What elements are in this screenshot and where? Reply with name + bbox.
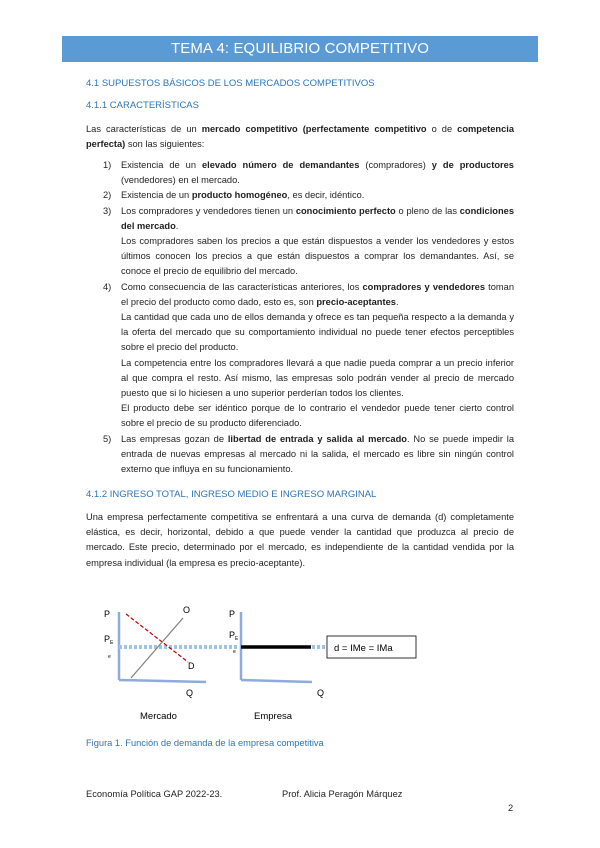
firm-p-label: P [229,609,236,619]
firm-title: Empresa [254,711,293,722]
demand-label: D [188,661,195,671]
header-banner [62,36,538,62]
firm-q-label: Q [317,688,325,698]
revenue-paragraph: Una empresa perfectamente competitiva se enfrentará a una curva de demanda (d) completamente elástica, es decir, horizontal, debido a que puede vender la cantidad que produzca al precio de mercado. Este precio, determinado por el mercado, es independiente de la cantidad vendida por la empresa individual (la empresa es precio-aceptante). [86,512,514,568]
footer-course: Economía Política GAP 2022-23. [86,789,223,799]
firm-x-axis [241,680,312,682]
header-title: TEMA 4: EQUILIBRIO COMPETITIVO [170,40,430,57]
demand-figure [86,598,426,728]
market-q-label: Q [186,688,194,698]
demand-box-label: d = IMe = IMa [334,643,393,654]
page-number: 2 [508,803,514,813]
market-title: Mercado [140,711,177,722]
supply-label: O [183,605,191,615]
section-heading-4-1-2: 4.1.2 INGRESO TOTAL, INGRESO MEDIO E INGRESO MARGINAL [86,489,377,500]
figure-caption: Figura 1. Función de demanda de la empresa competitiva [86,738,324,748]
list-item: 5) Las empresas gozan de libertad de entrada y salida al mercado. No se puede impedir la entrada de nuevas empresas al mercado ni la salida, el mercado es libre sin ningún control externo que influya en su funcionamiento. [103,433,514,475]
market-p-label: P [104,609,111,619]
intro-paragraph: Las características de un mercado competitivo (perfectamente competitivo o de competencia perfecta) son las siguientes: [86,124,515,150]
section-heading-4-1: 4.1 SUPUESTOS BÁSICOS DE LOS MERCADOS COMPETITIVOS [86,78,375,89]
list-item: 3) Los compradores y vendedores tienen un conocimiento perfecto o pleno de las condiciones del mercado. Los compradores saben los precios a que están dispuestos a vender los vendedores y estos últimos conocen los precios a que están dispuestos a comprar los demandantes. Así, se conoce el precio de equilibrio del mercado. [103,205,514,277]
market-pe-label: $P_E$ [104,634,114,646]
demand-curve [126,614,188,662]
market-x-axis [119,680,206,682]
firm-e-mark: e [233,649,236,655]
list-item: 4) Como consecuencia de las características anteriores, los compradores y vendedores toman el precio del producto como dado, esto es, son precio-aceptantes. La cantidad que cada uno de ellos demanda y ofrece es tan pequeña respecto a la demanda y la oferta del mercado que su comportamiento individual no puede tener efectos perceptibles sobre el precio del producto. La competencia entre los compradores llevará a que nadie pueda comprar a un precio inferior al que compra el resto. Así mismo, las empresas solo podrán vender al precio de mercado puesto que si lo hiciesen a uno superior perderían todos los clientes. El producto debe ser idéntico porque de lo contrario el vendedor puede tener cierto control sobre el precio de su producto diferenciado. [103,281,514,429]
footer-author: Prof. Alicia Peragón Márquez [282,789,403,799]
list-item: 2) Existencia de un producto homogéneo, es decir, idéntico. [103,190,365,201]
characteristics-list [86,158,514,477]
list-item: 1) Existencia de un elevado número de demandantes (compradores) y de productores (vendedores) en el mercado. [103,160,514,186]
firm-pe-label: $P_E$ [229,630,239,642]
market-e-mark: e [108,654,111,660]
section-heading-4-1-1: 4.1.1 CARACTERÍSTICAS [86,100,199,111]
